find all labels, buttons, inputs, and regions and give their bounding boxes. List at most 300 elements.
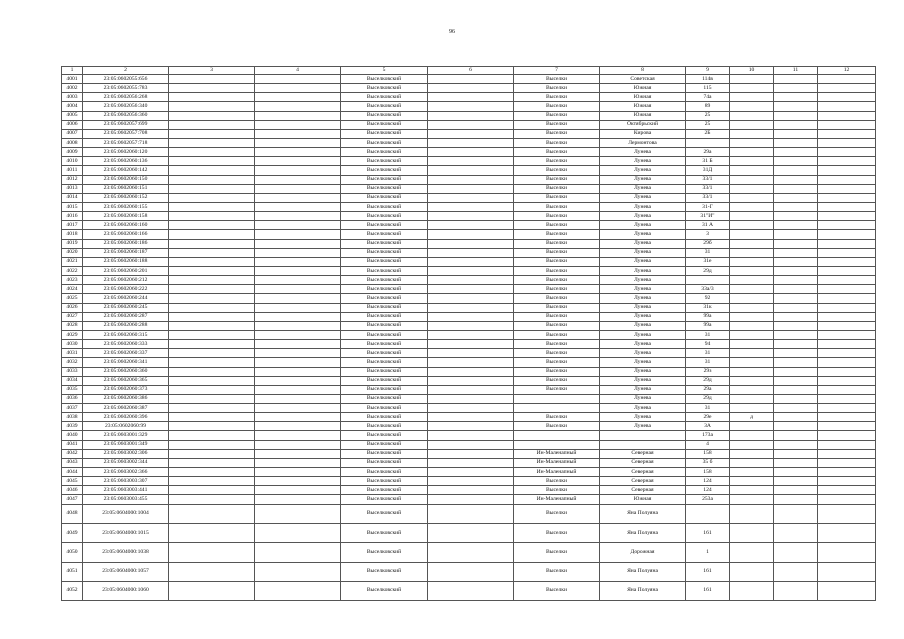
cadastral-number-cell: 23:05:0602056:340 — [83, 102, 169, 111]
district-cell: Выселковский — [341, 102, 428, 111]
settlement-cell — [514, 431, 600, 440]
column-4-cell — [255, 285, 341, 294]
house-number-cell: 29д — [686, 266, 730, 275]
settlement-cell: Выселки — [514, 175, 600, 184]
settlement-cell: Выселки — [514, 312, 600, 321]
column-6-cell — [428, 330, 514, 339]
district-cell: Выселковский — [341, 468, 428, 477]
street-cell: Лунева — [600, 413, 686, 422]
street-cell: Лунева — [600, 157, 686, 166]
column-3-cell — [169, 285, 255, 294]
table-row — [62, 166, 876, 175]
column-12-cell — [818, 523, 876, 542]
column-4-cell — [255, 523, 341, 542]
column-3-cell — [169, 202, 255, 211]
column-4-cell — [255, 257, 341, 266]
street-cell: Лунева — [600, 285, 686, 294]
table-row — [62, 458, 876, 467]
table-row — [62, 157, 876, 166]
street-cell: Лунева — [600, 303, 686, 312]
column-10-cell — [730, 221, 774, 230]
column-11-cell — [774, 75, 818, 84]
column-10-cell — [730, 248, 774, 257]
column-4-cell — [255, 376, 341, 385]
column-11-cell — [774, 486, 818, 495]
column-12-cell — [818, 349, 876, 358]
cadastral-number-cell: 23:05:0602060:166 — [83, 230, 169, 239]
house-number-cell: 161 — [686, 581, 730, 600]
column-12-cell — [818, 458, 876, 467]
column-3-cell — [169, 340, 255, 349]
row-number-cell: 4036 — [62, 394, 83, 403]
column-12-cell — [818, 212, 876, 221]
cadastral-number-cell: 23:05:0602057:718 — [83, 138, 169, 147]
column-10-cell — [730, 340, 774, 349]
settlement-cell: Выселки — [514, 330, 600, 339]
column-3-cell — [169, 504, 255, 523]
district-cell: Выселковский — [341, 212, 428, 221]
column-11-cell — [774, 523, 818, 542]
column-3-cell — [169, 93, 255, 102]
settlement-cell — [514, 404, 600, 413]
column-3-cell — [169, 413, 255, 422]
header-cell: 7 — [514, 67, 600, 75]
settlement-cell: Выселки — [514, 257, 600, 266]
column-6-cell — [428, 221, 514, 230]
house-number-cell: 29з — [686, 367, 730, 376]
column-3-cell — [169, 458, 255, 467]
row-number-cell: 4009 — [62, 148, 83, 157]
header-cell: 9 — [686, 67, 730, 75]
table-row — [62, 294, 876, 303]
column-11-cell — [774, 440, 818, 449]
row-number-cell: 4035 — [62, 385, 83, 394]
header-cell: 3 — [169, 67, 255, 75]
column-3-cell — [169, 212, 255, 221]
house-number-cell — [686, 138, 730, 147]
house-number-cell: 29е — [686, 413, 730, 422]
district-cell: Выселковский — [341, 404, 428, 413]
column-11-cell — [774, 221, 818, 230]
column-6-cell — [428, 358, 514, 367]
street-cell: Лермонтова — [600, 138, 686, 147]
table-row — [62, 495, 876, 504]
cadastral-number-cell: 23:05:0602060:360 — [83, 367, 169, 376]
column-4-cell — [255, 248, 341, 257]
column-3-cell — [169, 330, 255, 339]
column-12-cell — [818, 75, 876, 84]
house-number-cell: 3А — [686, 422, 730, 431]
column-4-cell — [255, 175, 341, 184]
column-10-cell — [730, 330, 774, 339]
settlement-cell: Выселки — [514, 148, 600, 157]
street-cell: Южная — [600, 495, 686, 504]
house-number-cell: 31 — [686, 349, 730, 358]
column-3-cell — [169, 193, 255, 202]
cadastral-number-cell: 23:05:0602060:120 — [83, 148, 169, 157]
column-11-cell — [774, 166, 818, 175]
row-number-cell: 4023 — [62, 276, 83, 285]
table-row — [62, 202, 876, 211]
row-number-cell: 4050 — [62, 543, 83, 562]
column-11-cell — [774, 230, 818, 239]
column-12-cell — [818, 157, 876, 166]
row-number-cell: 4019 — [62, 239, 83, 248]
column-10-cell: д — [730, 413, 774, 422]
cadastral-number-cell: 23:05:0602056:360 — [83, 111, 169, 120]
column-12-cell — [818, 358, 876, 367]
street-cell: Лунева — [600, 404, 686, 413]
column-11-cell — [774, 84, 818, 93]
header-cell: 10 — [730, 67, 774, 75]
column-4-cell — [255, 321, 341, 330]
district-cell: Выселковский — [341, 184, 428, 193]
street-cell: Южная — [600, 102, 686, 111]
column-6-cell — [428, 248, 514, 257]
table-row — [62, 184, 876, 193]
column-12-cell — [818, 404, 876, 413]
cadastral-number-cell: 23:05:0602060:365 — [83, 376, 169, 385]
cadastral-number-cell: 23:05:0602060:188 — [83, 257, 169, 266]
column-4-cell — [255, 303, 341, 312]
page-number: 96 — [449, 29, 455, 35]
district-cell: Выселковский — [341, 266, 428, 275]
column-11-cell — [774, 321, 818, 330]
settlement-cell: Выселки — [514, 294, 600, 303]
row-number-cell: 4018 — [62, 230, 83, 239]
column-6-cell — [428, 166, 514, 175]
column-3-cell — [169, 349, 255, 358]
column-10-cell — [730, 349, 774, 358]
settlement-cell: Выселки — [514, 376, 600, 385]
cadastral-number-cell: 23:05:0603002:306 — [83, 449, 169, 458]
column-4-cell — [255, 93, 341, 102]
column-12-cell — [818, 102, 876, 111]
column-3-cell — [169, 175, 255, 184]
row-number-cell: 4043 — [62, 458, 83, 467]
column-4-cell — [255, 449, 341, 458]
street-cell: Октябрьский — [600, 120, 686, 129]
settlement-cell: Выселки — [514, 75, 600, 84]
street-cell: Лунева — [600, 321, 686, 330]
column-12-cell — [818, 276, 876, 285]
column-6-cell — [428, 422, 514, 431]
row-number-cell: 4048 — [62, 504, 83, 523]
district-cell: Выселковский — [341, 84, 428, 93]
settlement-cell: Выселки — [514, 413, 600, 422]
table-row — [62, 248, 876, 257]
column-12-cell — [818, 376, 876, 385]
settlement-cell: Выселки — [514, 367, 600, 376]
street-cell: Лунева — [600, 184, 686, 193]
column-10-cell — [730, 84, 774, 93]
house-number-cell: 158 — [686, 449, 730, 458]
column-11-cell — [774, 303, 818, 312]
column-6-cell — [428, 523, 514, 542]
header-cell: 12 — [818, 67, 876, 75]
cadastral-number-cell: 23:05:0602060:150 — [83, 175, 169, 184]
settlement-cell: Выселки — [514, 212, 600, 221]
column-12-cell — [818, 230, 876, 239]
settlement-cell: Ин-Маленапный — [514, 468, 600, 477]
cadastral-number-cell: 23:05:0602060:155 — [83, 202, 169, 211]
column-6-cell — [428, 175, 514, 184]
table-row — [62, 422, 876, 431]
settlement-cell: Выселки — [514, 543, 600, 562]
cadastral-number-cell: 23:05:0602060:337 — [83, 349, 169, 358]
column-3-cell — [169, 376, 255, 385]
row-number-cell: 4040 — [62, 431, 83, 440]
table-row — [62, 413, 876, 422]
column-6-cell — [428, 138, 514, 147]
settlement-cell: Выселки — [514, 129, 600, 138]
settlement-cell: Выселки — [514, 102, 600, 111]
column-3-cell — [169, 431, 255, 440]
column-10-cell — [730, 312, 774, 321]
street-cell: Лунева — [600, 193, 686, 202]
district-cell: Выселковский — [341, 449, 428, 458]
column-12-cell — [818, 239, 876, 248]
street-cell: Лунева — [600, 330, 686, 339]
column-12-cell — [818, 431, 876, 440]
district-cell: Выселковский — [341, 523, 428, 542]
column-12-cell — [818, 562, 876, 581]
district-cell: Выселковский — [341, 303, 428, 312]
column-11-cell — [774, 248, 818, 257]
column-4-cell — [255, 468, 341, 477]
column-6-cell — [428, 495, 514, 504]
column-10-cell — [730, 75, 774, 84]
column-4-cell — [255, 157, 341, 166]
column-3-cell — [169, 129, 255, 138]
row-number-cell: 4011 — [62, 166, 83, 175]
column-6-cell — [428, 458, 514, 467]
cadastral-number-cell: 23:05:0602060:186 — [83, 239, 169, 248]
column-6-cell — [428, 349, 514, 358]
column-3-cell — [169, 440, 255, 449]
column-4-cell — [255, 422, 341, 431]
house-number-cell: 99а — [686, 321, 730, 330]
cadastral-number-cell: 23:05:0603002:366 — [83, 468, 169, 477]
column-4-cell — [255, 340, 341, 349]
district-cell: Выселковский — [341, 340, 428, 349]
column-11-cell — [774, 349, 818, 358]
cadastral-number-cell: 23:05:0602060:244 — [83, 294, 169, 303]
cadastral-number-cell: 23:05:0603001:349 — [83, 440, 169, 449]
district-cell: Выселковский — [341, 495, 428, 504]
street-cell: Лунева — [600, 422, 686, 431]
column-12-cell — [818, 468, 876, 477]
column-10-cell — [730, 394, 774, 403]
house-number-cell: 158 — [686, 468, 730, 477]
cadastral-number-cell: 23:05:0602056:268 — [83, 93, 169, 102]
row-number-cell: 4006 — [62, 120, 83, 129]
column-10-cell — [730, 184, 774, 193]
table-row — [62, 358, 876, 367]
district-cell: Выселковский — [341, 221, 428, 230]
table-row — [62, 221, 876, 230]
house-number-cell: 25 — [686, 111, 730, 120]
column-12-cell — [818, 294, 876, 303]
column-10-cell — [730, 202, 774, 211]
column-10-cell — [730, 477, 774, 486]
column-4-cell — [255, 111, 341, 120]
street-cell: Яна Полуяна — [600, 523, 686, 542]
column-4-cell — [255, 581, 341, 600]
column-12-cell — [818, 440, 876, 449]
column-4-cell — [255, 431, 341, 440]
column-6-cell — [428, 431, 514, 440]
column-3-cell — [169, 422, 255, 431]
row-number-cell: 4044 — [62, 468, 83, 477]
column-12-cell — [818, 367, 876, 376]
cadastral-number-cell: 23:05:0602060:222 — [83, 285, 169, 294]
house-number-cell: 124 — [686, 486, 730, 495]
column-4-cell — [255, 358, 341, 367]
district-cell: Выселковский — [341, 148, 428, 157]
settlement-cell: Выселки — [514, 349, 600, 358]
column-10-cell — [730, 303, 774, 312]
street-cell: Лунева — [600, 349, 686, 358]
column-12-cell — [818, 285, 876, 294]
column-3-cell — [169, 486, 255, 495]
column-12-cell — [818, 303, 876, 312]
column-10-cell — [730, 376, 774, 385]
district-cell: Выселковский — [341, 349, 428, 358]
table-row — [62, 468, 876, 477]
header-cell: 11 — [774, 67, 818, 75]
table-row — [62, 543, 876, 562]
column-10-cell — [730, 458, 774, 467]
table-row — [62, 394, 876, 403]
table-row — [62, 449, 876, 458]
column-11-cell — [774, 312, 818, 321]
column-6-cell — [428, 321, 514, 330]
column-11-cell — [774, 422, 818, 431]
cadastral-number-cell: 23:05:0604000:1004 — [83, 504, 169, 523]
cadastral-number-cell: 23:05:0602060:287 — [83, 312, 169, 321]
column-11-cell — [774, 358, 818, 367]
table-row — [62, 312, 876, 321]
column-4-cell — [255, 458, 341, 467]
settlement-cell: Выселки — [514, 422, 600, 431]
column-12-cell — [818, 330, 876, 339]
column-12-cell — [818, 120, 876, 129]
house-number-cell: 94 — [686, 340, 730, 349]
street-cell: Лунева — [600, 257, 686, 266]
column-12-cell — [818, 148, 876, 157]
column-10-cell — [730, 276, 774, 285]
house-number-cell: 4 — [686, 440, 730, 449]
column-11-cell — [774, 175, 818, 184]
district-cell: Выселковский — [341, 562, 428, 581]
column-6-cell — [428, 394, 514, 403]
district-cell: Выселковский — [341, 440, 428, 449]
column-4-cell — [255, 294, 341, 303]
table-row — [62, 340, 876, 349]
column-10-cell — [730, 93, 774, 102]
row-number-cell: 4047 — [62, 495, 83, 504]
district-cell: Выселковский — [341, 294, 428, 303]
column-12-cell — [818, 495, 876, 504]
house-number-cell: 161 — [686, 562, 730, 581]
column-11-cell — [774, 120, 818, 129]
column-4-cell — [255, 266, 341, 275]
column-4-cell — [255, 440, 341, 449]
house-number-cell: 31Д — [686, 166, 730, 175]
street-cell: Северная — [600, 458, 686, 467]
column-3-cell — [169, 581, 255, 600]
cadastral-number-cell: 23:05:0602060:288 — [83, 321, 169, 330]
district-cell: Выселковский — [341, 321, 428, 330]
column-4-cell — [255, 495, 341, 504]
column-3-cell — [169, 257, 255, 266]
column-10-cell — [730, 129, 774, 138]
column-11-cell — [774, 581, 818, 600]
house-number-cell: 29а — [686, 385, 730, 394]
settlement-cell: Выселки — [514, 385, 600, 394]
row-number-cell: 4020 — [62, 248, 83, 257]
street-cell: Лунева — [600, 221, 686, 230]
cadastral-number-cell: 23:05:0602060:151 — [83, 184, 169, 193]
cadastral-number-cell: 23:05:0603003:307 — [83, 477, 169, 486]
column-10-cell — [730, 367, 774, 376]
column-10-cell — [730, 358, 774, 367]
column-10-cell — [730, 431, 774, 440]
column-11-cell — [774, 562, 818, 581]
column-12-cell — [818, 166, 876, 175]
district-cell: Выселковский — [341, 504, 428, 523]
district-cell: Выселковский — [341, 166, 428, 175]
column-3-cell — [169, 120, 255, 129]
row-number-cell: 4003 — [62, 93, 83, 102]
column-11-cell — [774, 431, 818, 440]
column-6-cell — [428, 294, 514, 303]
column-11-cell — [774, 468, 818, 477]
settlement-cell: Выселки — [514, 266, 600, 275]
column-3-cell — [169, 230, 255, 239]
column-12-cell — [818, 257, 876, 266]
header-cell: 2 — [83, 67, 169, 75]
column-6-cell — [428, 449, 514, 458]
register-table — [61, 66, 876, 601]
house-number-cell: 29д — [686, 394, 730, 403]
street-cell: Северная — [600, 477, 686, 486]
row-number-cell: 4016 — [62, 212, 83, 221]
district-cell: Выселковский — [341, 543, 428, 562]
settlement-cell: Выселки — [514, 477, 600, 486]
row-number-cell: 4004 — [62, 102, 83, 111]
district-cell: Выселковский — [341, 93, 428, 102]
district-cell: Выселковский — [341, 581, 428, 600]
street-cell: Яна Полуяна — [600, 581, 686, 600]
column-11-cell — [774, 367, 818, 376]
column-10-cell — [730, 404, 774, 413]
row-number-cell: 4028 — [62, 321, 83, 330]
settlement-cell: Ин-Маленапный — [514, 449, 600, 458]
column-3-cell — [169, 449, 255, 458]
column-3-cell — [169, 468, 255, 477]
column-10-cell — [730, 440, 774, 449]
column-11-cell — [774, 376, 818, 385]
column-6-cell — [428, 148, 514, 157]
column-11-cell — [774, 102, 818, 111]
column-12-cell — [818, 312, 876, 321]
column-12-cell — [818, 266, 876, 275]
column-11-cell — [774, 458, 818, 467]
settlement-cell: Выселки — [514, 239, 600, 248]
column-12-cell — [818, 340, 876, 349]
